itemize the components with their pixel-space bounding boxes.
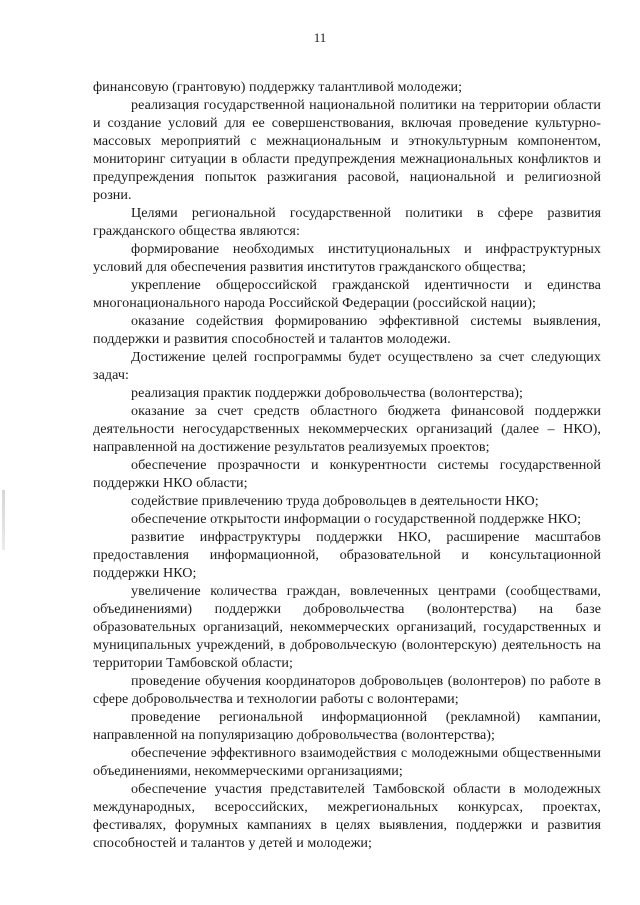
paragraph: увеличение количества граждан, вовлеченных центрами (сообществами, объединениями) поддержки добровольчества (волонтерства) на базе образовательных организаций, некоммерческих организаций, государственных и муниципальных учреждений, в добровольческую (волонтерскую) деятельность на территории Тамбовской области; (93, 583, 601, 671)
scan-margin-mark (2, 490, 5, 550)
paragraph: развитие инфраструктуры поддержки НКО, расширение масштабов предоставления информационной, образовательной и консультационной поддержки НКО; (93, 529, 601, 581)
paragraph: Целями региональной государственной политики в сфере развития гражданского общества являются: (93, 205, 601, 239)
paragraph: обеспечение эффективного взаимодействия с молодежными общественными объединениями, некоммерческими организациями; (93, 745, 601, 779)
paragraph: укрепление общероссийской гражданской идентичности и единства многонационального народа Российской Федерации (российской нации); (93, 277, 601, 311)
paragraph: обеспечение открытости информации о государственной поддержке НКО; (131, 511, 582, 527)
paragraph: формирование необходимых институциональных и инфраструктурных условий для обеспечения развития институтов гражданского общества; (93, 241, 601, 275)
paragraph: оказание содействия формированию эффективной системы выявления, поддержки и развития способностей и талантов молодежи. (93, 313, 601, 347)
paragraph: проведение региональной информационной (рекламной) кампании, направленной на популяризацию добровольчества (волонтерства); (93, 709, 601, 743)
paragraph: финансовую (грантовую) поддержку талантливой молодежи; (93, 79, 463, 95)
page-number: 11 (313, 30, 327, 45)
paragraph: Достижение целей госпрограммы будет осуществлено за счет следующих задач: (93, 349, 601, 383)
paragraph: обеспечение участия представителей Тамбовской области в молодежных международных, всероссийских, межрегиональных конкурсах, проектах, фестивалях, форумных кампаниях в целях выявления, поддержки и развития способностей и талантов у детей и молодежи; (93, 781, 601, 851)
paragraph: проведение обучения координаторов добровольцев (волонтеров) по работе в сфере добровольчества и технологии работы с волонтерами; (93, 673, 601, 707)
paragraph: оказание за счет средств областного бюджета финансовой поддержки деятельности негосударственных некоммерческих организаций (далее – НКО), направленной на достижение результатов реализуемых проектов; (93, 403, 601, 455)
paragraph: содействие привлечению труда добровольцев в деятельности НКО; (131, 493, 539, 509)
paragraph: обеспечение прозрачности и конкурентности системы государственной поддержки НКО области; (93, 457, 601, 491)
document-body (93, 78, 601, 852)
paragraph: реализация государственной национальной политики на территории области и создание условий для ее совершенствования, включая проведение культурно-массовых мероприятий с межнациональным и этнокультурным компонентом, мониторинг ситуации в области предупреждения межнациональных конфликтов и предупреждения попыток разжигания расовой, национальной и религиозной розни. (93, 97, 601, 203)
paragraph: реализация практик поддержки добровольчества (волонтерства); (131, 385, 523, 401)
